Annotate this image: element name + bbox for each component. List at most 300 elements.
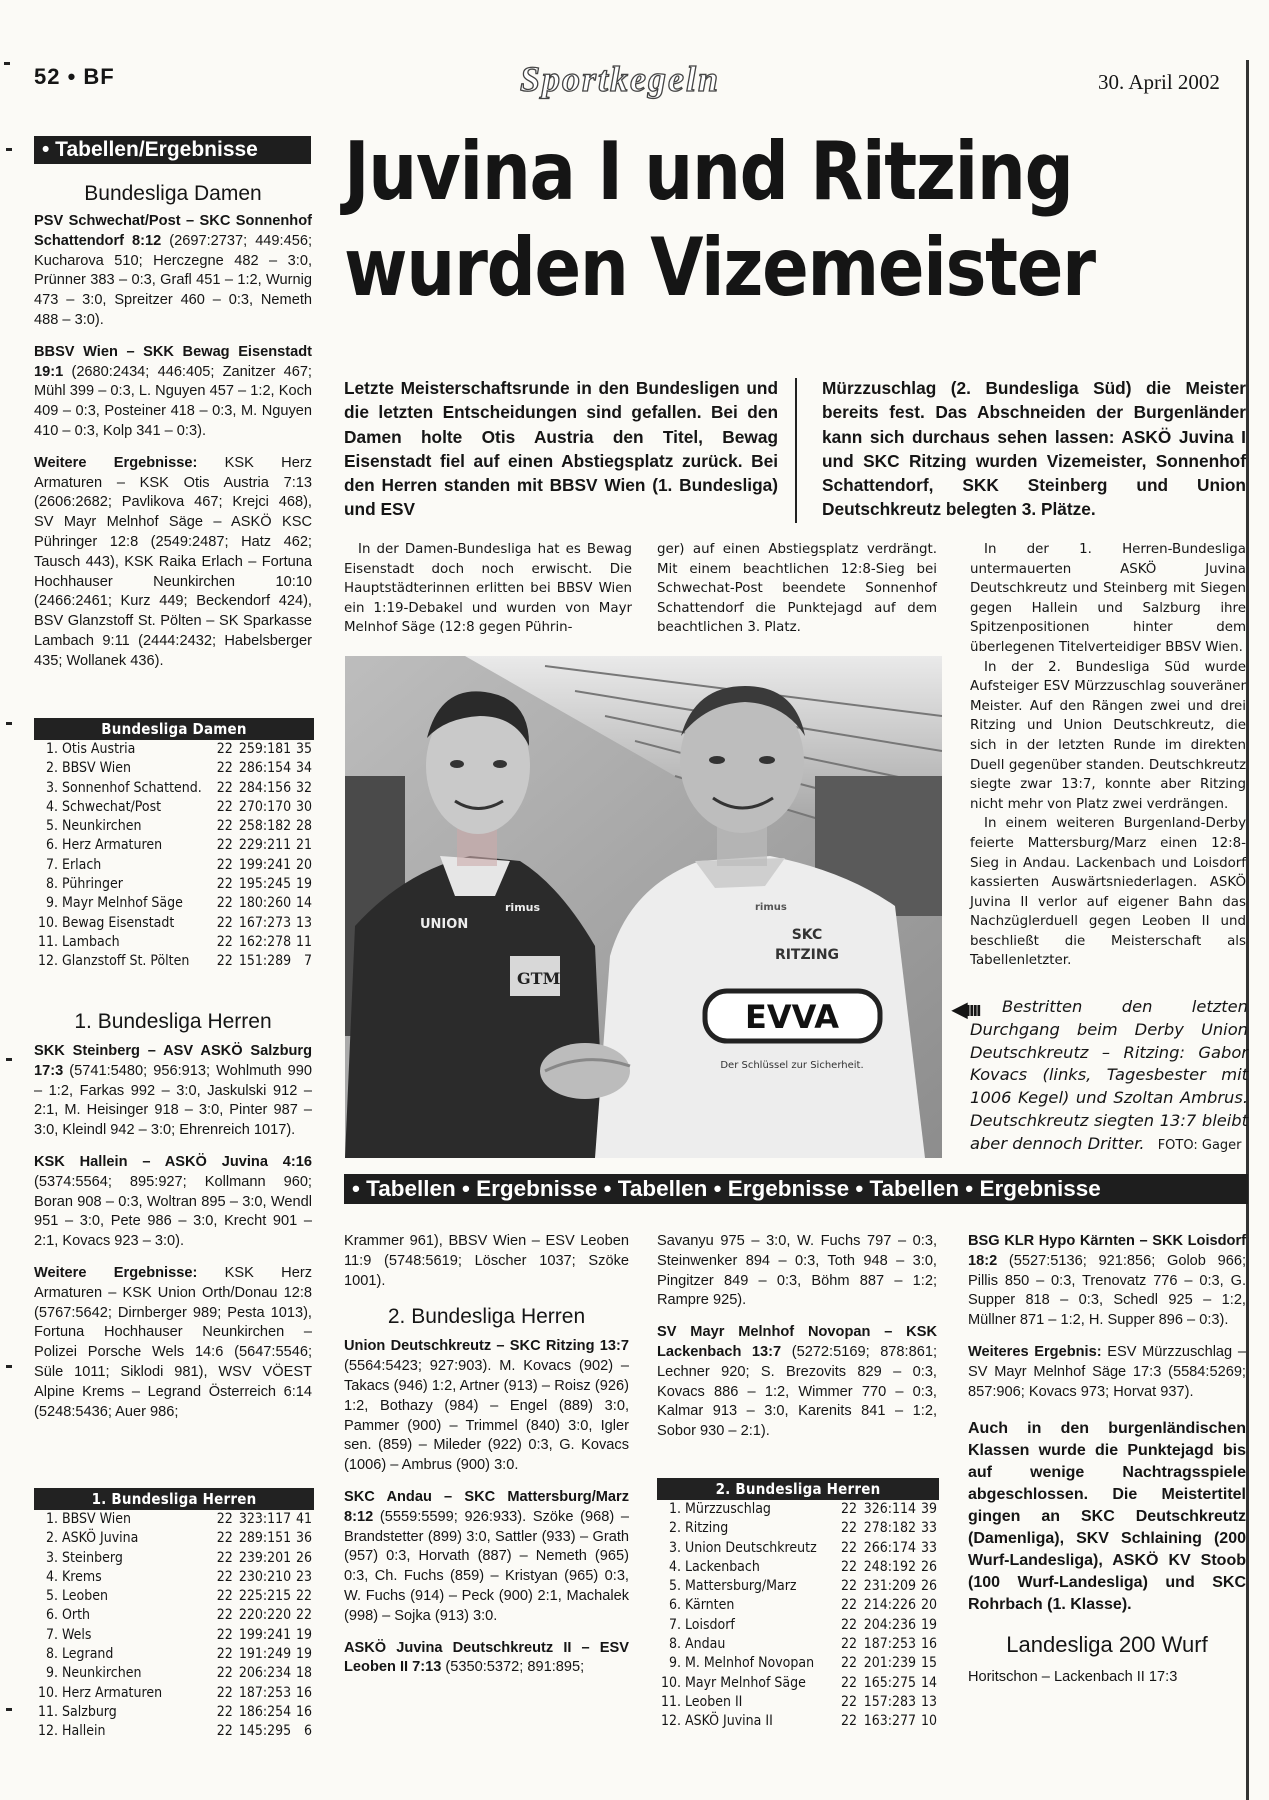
match-detail: (5564:5423; 927:903). M. Kovacs (902) – Takacs (946) 1:2, Artner (913) – Roisz (926) 1:2, Bothazy (984) – Engel (889) 3:0, Pammer (900) – Trimmel (840) 3:0, Igler sen. (859) – Mileder (922) 0:3, G. Kovacs (1006) – Ambrus (900) 3:0. — [344, 1358, 629, 1474]
rank-cell: 3. — [45, 779, 58, 796]
points-cell: 23 — [295, 1568, 312, 1585]
rank-cell: 11. — [37, 1703, 58, 1720]
table-row — [34, 1703, 314, 1722]
points-cell: 34 — [295, 760, 312, 777]
team-cell: Herz Armaturen — [62, 1684, 163, 1701]
games-cell: 22 — [216, 837, 233, 854]
team-cell: Mürzzuschlag — [685, 1501, 771, 1517]
table-row — [657, 1519, 939, 1538]
score-cell: 162:278 — [238, 933, 292, 950]
games-cell: 22 — [841, 1501, 858, 1517]
score-cell: 229:211 — [238, 837, 292, 854]
score-cell: 231:209 — [863, 1578, 917, 1595]
score-cell: 165:275 — [863, 1674, 917, 1691]
score-cell: 163:277 — [863, 1713, 917, 1730]
margin-mark — [6, 722, 12, 725]
games-cell: 22 — [216, 953, 233, 970]
rank-cell: 1. — [668, 1501, 681, 1517]
points-cell: 19 — [295, 1646, 312, 1663]
team-cell: Leoben II — [685, 1693, 743, 1710]
score-cell: 289:151 — [238, 1530, 292, 1547]
match-detail: (5527:5136; 921:856; Golob 966; Pillis 850 – 0:3, Trenovatz 776 – 0:3, G. Supper 818 – 0:3, Schedl 925 – 1:2, Müllner 871 – 1:2, H. Supper 896 – 0:3). — [968, 1252, 1246, 1329]
score-cell: 191:249 — [238, 1646, 292, 1663]
table-title: Bundesliga Damen — [34, 718, 314, 740]
rank-cell: 9. — [45, 1665, 58, 1682]
body-col-2: ger) auf einen Abstiegsplatz verdrängt. Mit einem beachtlichen 12:8-Sieg bei Schwechat-Post beendete Sonnenhof Schattendorf die Punktejagd auf dem beachtlichen 3. Platz. — [657, 542, 937, 636]
photo-credit: FOTO: Gager — [1157, 1137, 1242, 1153]
games-cell: 22 — [216, 760, 233, 777]
rank-cell: 11. — [37, 933, 58, 950]
rank-cell: 8. — [45, 876, 58, 893]
points-cell: 22 — [295, 1607, 312, 1624]
rank-cell: 2. — [668, 1520, 681, 1537]
score-cell: 204:236 — [863, 1616, 917, 1633]
match-detail: (2697:2737; 449:456; Kucharova 510; Herczegne 482 – 3:0, Prünner 383 – 0:3, Grafl 451 – 1:2, Wurnig 473 – 3:0, Spreitzer 460 – 0:3, Nemeth 488 – 3:0). — [34, 232, 312, 328]
table-row — [34, 836, 314, 855]
team-cell: Ritzing — [685, 1520, 729, 1537]
standings-table — [34, 1510, 314, 1742]
match-title: Weitere Ergebnisse: — [34, 454, 198, 471]
heading-2-bundesliga-herren: 2. Bundesliga Herren — [387, 1305, 586, 1329]
results-banner: • Tabellen • Ergebnisse • Tabellen • Ergebnisse • Tabellen • Ergebnisse — [344, 1174, 1248, 1204]
score-cell: 286:154 — [238, 760, 292, 777]
table-row — [34, 759, 314, 778]
games-cell: 22 — [841, 1597, 858, 1614]
table-row — [34, 1587, 314, 1606]
rank-cell: 10. — [660, 1674, 681, 1691]
score-cell: 258:182 — [238, 818, 292, 835]
shirt-text-skc: SKC — [791, 927, 823, 943]
points-cell: 26 — [295, 1549, 312, 1566]
points-cell: 10 — [920, 1713, 937, 1730]
result-paragraph — [34, 1264, 312, 1422]
standings-body — [657, 1500, 939, 1732]
score-cell: 326:114 — [863, 1501, 917, 1517]
games-cell: 22 — [216, 1549, 233, 1566]
team-cell: Hallein — [62, 1723, 106, 1740]
result-paragraph — [34, 212, 312, 331]
table-row — [34, 1722, 314, 1741]
match-title: Weiteres Ergebnis: — [968, 1343, 1102, 1360]
table-row — [657, 1654, 939, 1673]
points-cell: 36 — [295, 1530, 312, 1547]
rank-cell: 4. — [45, 798, 58, 815]
games-cell: 22 — [841, 1693, 858, 1710]
team-cell: Loisdorf — [685, 1616, 735, 1633]
score-cell: 248:192 — [863, 1558, 917, 1575]
rank-cell: 12. — [660, 1713, 681, 1730]
points-cell: 7 — [303, 953, 312, 970]
table-row — [657, 1674, 939, 1693]
result-paragraph — [34, 343, 312, 442]
result-paragraph: Horitschon – Lackenbach II 17:3 — [968, 1669, 1178, 1686]
rank-cell: 2. — [45, 760, 58, 777]
result-paragraph: Savanyu 975 – 3:0, W. Fuchs 797 – 0:3, Steinwenker 894 – 0:3, Toth 948 – 3:0, Pingitzer 849 – 0:3, Böhm 887 – 1:2; Rampre 925). — [657, 1233, 937, 1309]
rank-cell: 9. — [45, 895, 58, 912]
team-cell: Wels — [62, 1626, 92, 1643]
rank-cell: 4. — [668, 1558, 681, 1575]
margin-mark — [6, 1058, 12, 1061]
points-cell: 14 — [920, 1674, 937, 1691]
match-detail: KSK Herz Armaturen – KSK Otis Austria 7:13 (2606:2682; Pavlikova 467; Krejci 468), SV Mayr Melnhof Säge – ASKÖ KSC Pühringer 12:8 (2549:2487; Hatz 462; Tausch 443), KSK Raika Erlach – Fortuna Hochhauser Neunkirchen 10:10 (2466:2461; Kurz 449; Beckendorf 424), BSV Glanzstoff St. Pölten – SK Sparkasse Lambach 9:11 (2444:2432; Habelsberger 435; Wollanek 436). — [34, 454, 312, 669]
match-title: SKK Steinberg – ASV ASKÖ Salzburg 17:3 — [34, 1043, 312, 1079]
games-cell: 22 — [216, 741, 233, 757]
match-title: BSG KLR Hypo Kärnten – SKK Loisdorf 18:2 — [968, 1233, 1246, 1269]
table-row — [657, 1500, 939, 1519]
score-cell: 186:254 — [238, 1703, 292, 1720]
table-row — [34, 1529, 314, 1548]
points-cell: 19 — [920, 1616, 937, 1633]
match-title: BBSV Wien – SKK Bewag Eisenstadt 19:1 — [34, 343, 312, 380]
team-cell: BBSV Wien — [62, 760, 132, 777]
score-cell: 180:260 — [238, 895, 292, 912]
result-paragraph — [344, 1488, 629, 1627]
body-paragraph: In einem weiteren Burgenland-Derby feierte Mattersburg/Marz einen 12:8-Sieg in Andau. Lackenbach und Loisdorf kassierten Auswärtsniederlagen. ASKÖ Juvina II verlor auf eigener Bahn das Nachzüglerduell gegen Leoben II und beschließt die Meisterschaft als Tabellenletzter. — [970, 816, 1246, 969]
shirt-text-union: UNION — [420, 917, 469, 932]
score-cell: 201:239 — [863, 1655, 917, 1672]
points-cell: 26 — [920, 1578, 937, 1595]
score-cell: 225:215 — [238, 1588, 292, 1605]
match-detail: (5272:5169; 878:861; Lechner 920; S. Brezovits 829 – 0:3, Kovacs 886 – 1:2, Wimmer 770 – 0:3, Kalmar 913 – 3:0, Karenits 841 – 1:2, Sobor 930 – 2:1). — [657, 1343, 937, 1440]
games-cell: 22 — [841, 1558, 858, 1575]
points-cell: 39 — [920, 1501, 937, 1517]
table-row — [657, 1577, 939, 1596]
points-cell: 16 — [295, 1703, 312, 1720]
team-cell: Herz Armaturen — [62, 837, 163, 854]
team-cell: M. Melnhof Novopan — [685, 1655, 815, 1672]
body-paragraph: In der 1. Herren-Bundesliga untermauerten ASKÖ Juvina Deutschkreutz und Steinberg mit Siegen gegen Hallein und Salzburg ihre Spitzenpositionen hinter dem überlegenen Titelverteidiger BBSV Wien. — [970, 542, 1246, 655]
score-cell: 145:295 — [238, 1723, 292, 1740]
rank-cell: 8. — [45, 1646, 58, 1663]
result-paragraph — [344, 1337, 629, 1476]
table-row — [34, 740, 314, 759]
table-row — [657, 1539, 939, 1558]
standings-body — [34, 740, 314, 972]
team-cell: Pühringer — [62, 876, 123, 893]
games-cell: 22 — [216, 1703, 233, 1720]
team-cell: Steinberg — [62, 1549, 123, 1566]
points-cell: 28 — [295, 818, 312, 835]
score-cell: 199:241 — [238, 1626, 292, 1643]
table-row — [34, 1568, 314, 1587]
games-cell: 22 — [216, 856, 233, 873]
summary-paragraph: Auch in den burgenländischen Klassen wurde die Punktejagd bis auf wenige Nachtragsspiele abgeschlossen. Die Meistertitel gingen an SKC Deutschkreutz (Damenliga), SKV Schlaining (200 Wurf-Landesliga), ASKÖ KV Stoob (100 Wurf-Landesliga) und SKC Rohrbach (1. Klasse). — [968, 1420, 1246, 1614]
headline — [344, 124, 1121, 316]
points-cell: 35 — [295, 741, 312, 757]
rank-cell: 3. — [668, 1539, 681, 1556]
table-row — [657, 1693, 939, 1712]
points-cell: 18 — [295, 1665, 312, 1682]
points-cell: 13 — [295, 914, 312, 931]
team-cell: Neunkirchen — [62, 818, 142, 835]
score-cell: 259:181 — [238, 741, 292, 757]
standings-herren2 — [657, 1478, 939, 1732]
table-row — [657, 1712, 939, 1731]
table-row — [657, 1596, 939, 1615]
table-row — [34, 779, 314, 798]
points-cell: 6 — [303, 1723, 312, 1740]
team-cell: Leoben — [62, 1588, 108, 1605]
table-row — [34, 952, 314, 971]
match-detail: (5350:5372; 891:895; — [445, 1659, 585, 1676]
lower-col-2 — [657, 1232, 937, 1442]
games-cell: 22 — [841, 1674, 858, 1691]
games-cell: 22 — [841, 1655, 858, 1672]
margin-mark — [4, 62, 10, 65]
rank-cell: 10. — [37, 1684, 58, 1701]
match-title: ASKÖ Juvina Deutschkreutz II – ESV Leoben II 7:13 — [344, 1639, 629, 1676]
table-row — [34, 817, 314, 836]
team-cell: ASKÖ Juvina — [62, 1530, 139, 1547]
score-cell: 167:273 — [238, 914, 292, 931]
margin-mark — [6, 1365, 12, 1368]
sidebar-column-2 — [34, 1010, 312, 1422]
team-cell: Legrand — [62, 1646, 114, 1663]
games-cell: 22 — [216, 914, 233, 931]
games-cell: 22 — [216, 1684, 233, 1701]
match-title: Union Deutschkreutz – SKC Ritzing 13:7 — [344, 1338, 629, 1355]
games-cell: 22 — [216, 876, 233, 893]
rank-cell: 7. — [668, 1616, 681, 1633]
points-cell: 33 — [920, 1539, 937, 1556]
points-cell: 14 — [295, 895, 312, 912]
page-number: 52 • BF — [34, 64, 115, 89]
team-cell: Andau — [685, 1636, 726, 1653]
score-cell: 323:117 — [238, 1511, 292, 1527]
rank-cell: 3. — [45, 1549, 58, 1566]
rank-cell: 10. — [37, 914, 58, 931]
team-cell: Bewag Eisenstadt — [62, 914, 175, 931]
rank-cell: 5. — [45, 1588, 58, 1605]
heading-landesliga: Landesliga 200 Wurf — [1006, 1632, 1208, 1658]
score-cell: 214:226 — [863, 1597, 917, 1614]
score-cell: 220:220 — [238, 1607, 292, 1624]
rank-cell: 12. — [37, 1723, 58, 1740]
games-cell: 22 — [216, 1607, 233, 1624]
shirt-text-evva: EVVA — [745, 998, 839, 1036]
games-cell: 22 — [841, 1636, 858, 1653]
result-paragraph: Krammer 961), BBSV Wien – ESV Leoben 11:9 (5748:5619; Löscher 1037; Szöke 1001). — [344, 1233, 629, 1289]
shirt-text-ritzing: RITZING — [774, 947, 840, 963]
score-cell: 239:201 — [238, 1549, 292, 1566]
table-row — [34, 933, 314, 952]
result-paragraph — [968, 1232, 1246, 1331]
games-cell: 22 — [216, 1588, 233, 1605]
games-cell: 22 — [216, 818, 233, 835]
points-cell: 15 — [920, 1655, 937, 1672]
team-cell: ASKÖ Juvina II — [685, 1713, 773, 1730]
table-row — [657, 1616, 939, 1635]
table-row — [34, 1549, 314, 1568]
points-cell: 16 — [295, 1684, 312, 1701]
photo-caption — [970, 996, 1248, 1158]
games-cell: 22 — [841, 1520, 858, 1537]
games-cell: 22 — [216, 798, 233, 815]
result-paragraph — [344, 1639, 629, 1679]
score-cell: 157:283 — [863, 1693, 917, 1710]
score-cell: 266:174 — [863, 1539, 917, 1556]
table-row — [34, 1510, 314, 1529]
points-cell: 20 — [920, 1597, 937, 1614]
score-cell: 195:245 — [238, 876, 292, 893]
score-cell: 284:156 — [238, 779, 292, 796]
games-cell: 22 — [841, 1539, 858, 1556]
match-detail: (5559:5599; 926:933). Szöke (968) – Brandstetter (899) 3:0, Sattler (933) – Grath (957) 0:3, Horvath (887) – Nemeth (965) 0:3, Ch. Fuchs (859) – Kristyan (965) 0:3, W. Fuchs (914) – Peck (900) 2:1, Machalek (998) – Sojka (913) 3:0. — [344, 1508, 630, 1624]
games-cell: 22 — [216, 1568, 233, 1585]
headline-line-1: Juvina I und Ritzing — [344, 125, 1073, 218]
section-tag: • Tabellen/Ergebnisse — [34, 136, 311, 164]
table-row — [34, 856, 314, 875]
table-row — [34, 914, 314, 933]
rank-cell: 2. — [45, 1530, 58, 1547]
lower-col-3 — [968, 1232, 1246, 1688]
caption-text: Bestritten den letzten Durchgang beim Derby Union Deutschkreutz – Ritzing: Gabor Kovacs (links, Tagesbester mit 1006 Kegel) und Szoltan Ambrus. Deutschkreutz siegten 13:7 bleibt aber dennoch Dritter. — [970, 997, 1248, 1153]
score-cell: 230:210 — [238, 1568, 292, 1585]
points-cell: 11 — [295, 933, 312, 950]
margin-mark — [6, 1708, 12, 1711]
points-cell: 26 — [920, 1558, 937, 1575]
team-cell: Kärnten — [685, 1597, 735, 1614]
table-row — [34, 798, 314, 817]
games-cell: 22 — [216, 1511, 233, 1527]
lead-col-2: Mürzzuschlag (2. Bundesliga Süd) die Meister bereits fest. Das Abschneiden der Burgenländer kann sich durchaus sehen lassen: ASKÖ Juvina I und SKC Ritzing wurden Vizemeister, Sonnenhof Schattendorf, SKK Steinberg und Union Deutschkreutz belegten 3. Plätze. — [822, 378, 1246, 520]
table-row — [34, 894, 314, 913]
games-cell: 22 — [216, 895, 233, 912]
games-cell: 22 — [841, 1713, 858, 1730]
match-detail: ESV Mürzzuschlag – SV Mayr Melnhof Säge 17:3 (5584:5269; 857:906; Kovacs 973; Horvat 937). — [968, 1343, 1246, 1400]
margin-mark — [6, 148, 12, 151]
points-cell: 32 — [295, 779, 312, 796]
table-row — [657, 1635, 939, 1654]
score-cell: 199:241 — [238, 856, 292, 873]
rank-cell: 7. — [45, 856, 58, 873]
table-row — [34, 875, 314, 894]
shirt-text-rimus: rimus — [505, 901, 541, 914]
standings-damen — [34, 718, 314, 972]
rank-cell: 6. — [45, 837, 58, 854]
shirt-text-slogan: Der Schlüssel zur Sicherheit. — [720, 1060, 864, 1071]
photo-illustration — [345, 656, 942, 1158]
team-cell: Mayr Melnhof Säge — [685, 1674, 806, 1691]
table-title: 1. Bundesliga Herren — [34, 1488, 314, 1510]
lower-col-1 — [344, 1232, 629, 1678]
games-cell: 22 — [216, 1626, 233, 1643]
result-paragraph — [657, 1323, 937, 1442]
match-detail: KSK Herz Armaturen – KSK Union Orth/Donau 12:8 (5767:5642; Dirnberger 989; Pesta 1013), Fortuna Hochhauser Neunkirchen – Polizei Porsche Wels 14:6 (5647:5546; Süle 1011; Siklodi 981), WSV VÖEST Alpine Krems – Legrand Österreich 6:14 (5248:5436; Auer 986; — [34, 1264, 312, 1420]
rank-cell: 12. — [37, 953, 58, 970]
games-cell: 22 — [216, 1665, 233, 1682]
match-title: SV Mayr Melnhof Novopan – KSK Lackenbach 13:7 — [657, 1324, 937, 1360]
games-cell: 22 — [216, 1646, 233, 1663]
rank-cell: 1. — [45, 741, 58, 757]
table-row — [657, 1558, 939, 1577]
sidebar-column — [34, 182, 312, 672]
team-cell: Neunkirchen — [62, 1665, 142, 1682]
points-cell: 20 — [295, 856, 312, 873]
team-cell: Krems — [62, 1568, 102, 1585]
lead-divider — [795, 378, 797, 523]
rank-cell: 6. — [668, 1597, 681, 1614]
team-cell: Sonnenhof Schattend. — [62, 779, 202, 796]
team-cell: Orth — [62, 1607, 91, 1624]
rank-cell: 8. — [668, 1636, 681, 1653]
team-cell: Lambach — [62, 933, 120, 950]
points-cell: 16 — [920, 1636, 937, 1653]
team-cell: Glanzstoff St. Pölten — [62, 953, 190, 970]
rank-cell: 5. — [45, 818, 58, 835]
points-cell: 19 — [295, 1626, 312, 1643]
points-cell: 21 — [295, 837, 312, 854]
team-cell: Salzburg — [62, 1703, 117, 1720]
shirt-text-rimus-right: rimus — [755, 902, 787, 913]
team-cell: Erlach — [62, 856, 102, 873]
team-cell: Union Deutschkreutz — [685, 1539, 817, 1556]
rank-cell: 11. — [660, 1693, 681, 1710]
body-paragraph: In der 2. Bundesliga Süd wurde Aufsteiger ESV Mürzzuschlag souveräner Meister. Auf den Rängen zwei und drei Ritzing und Union Deutschkreutz, die sich in der letzten Runde im direkten Duell gegenüber standen. Deutschkreutz siegte zwar 13:7, konnte aber Ritzing nicht mehr von Platz zwei verdrängen. — [970, 659, 1246, 812]
team-cell: Lackenbach — [685, 1558, 760, 1575]
score-cell: 206:234 — [238, 1665, 292, 1682]
rank-cell: 4. — [45, 1568, 58, 1585]
result-paragraph — [34, 1153, 312, 1252]
match-title: SKC Andau – SKC Mattersburg/Marz 8:12 — [344, 1488, 629, 1525]
points-cell: 30 — [295, 798, 312, 815]
rank-cell: 6. — [45, 1607, 58, 1624]
points-cell: 33 — [920, 1520, 937, 1537]
table-row — [34, 1626, 314, 1645]
score-cell: 270:170 — [238, 798, 292, 815]
match-detail: (2680:2434; 446:405; Zanitzer 467; Mühl 399 – 0:3, L. Nguyen 457 – 1:2, Koch 409 – 0:3, Posteiner 418 – 0:3, M. Nguyen 410 – 0:3, Kolp 341 – 0:3). — [34, 363, 312, 439]
match-title: PSV Schwechat/Post – SKC Sonnenhof Schattendorf 8:12 — [34, 213, 312, 249]
shirt-text-gtm: GTM — [517, 969, 561, 988]
score-cell: 187:253 — [863, 1636, 917, 1653]
headline-line-2: wurden Vizemeister — [344, 221, 1095, 314]
points-cell: 41 — [295, 1511, 312, 1527]
games-cell: 22 — [216, 933, 233, 950]
photo — [345, 656, 942, 1158]
page-edge — [1246, 60, 1249, 1800]
body-col-3 — [970, 540, 1246, 971]
result-paragraph — [968, 1343, 1246, 1402]
games-cell: 22 — [841, 1616, 858, 1633]
match-detail: (5741:5480; 956:913; Wohlmuth 990 – 1:2, Farkas 992 – 3:0, Jaskulski 912 – 2:1, M. Heisinger 918 – 3:0, Pinter 987 – 3:0, Kleindl 942 – 3:0; Ehrenreich 1017). — [34, 1062, 312, 1139]
team-cell: Otis Austria — [62, 741, 136, 757]
team-cell: Schwechat/Post — [62, 798, 162, 815]
table-row — [34, 1684, 314, 1703]
score-cell: 151:289 — [238, 953, 292, 970]
result-paragraph — [34, 454, 312, 672]
match-title: KSK Hallein – ASKÖ Juvina 4:16 — [34, 1153, 312, 1170]
games-cell: 22 — [216, 1530, 233, 1547]
match-detail: (5374:5564; 895:927; Kollmann 960; Boran 908 – 0:3, Woltran 895 – 3:0, Wendl 951 – 3:0, Pete 986 – 3:0, Krecht 901 – 2:1, Kovacs 923 – 3:0). — [34, 1173, 312, 1250]
score-cell: 187:253 — [238, 1684, 292, 1701]
rank-cell: 5. — [668, 1578, 681, 1595]
rank-cell: 1. — [45, 1511, 58, 1527]
points-cell: 13 — [920, 1693, 937, 1710]
table-row — [34, 1645, 314, 1664]
issue-date: 30. April 2002 — [1098, 70, 1220, 94]
table-title: 2. Bundesliga Herren — [657, 1478, 939, 1500]
points-cell: 22 — [295, 1588, 312, 1605]
caption-arrow-icon: ◀ıııı — [952, 999, 980, 1021]
team-cell: BBSV Wien — [62, 1511, 132, 1527]
team-cell: Mayr Melnhof Säge — [62, 895, 183, 912]
match-title: Weitere Ergebnisse: — [34, 1264, 198, 1281]
result-paragraph — [34, 1042, 312, 1141]
lead-col-1: Letzte Meisterschaftsrunde in den Bundesligen und die letzten Entscheidungen sind gefallen. Bei den Damen holte Otis Austria den Titel, Bewag Eisenstadt fiel auf einen Abstiegsplatz zurück. Bei den Herren standen mit BBSV Wien (1. Bundesliga) und ESV — [344, 378, 778, 520]
rank-cell: 9. — [668, 1655, 681, 1672]
heading-bundesliga-damen: Bundesliga Damen — [84, 182, 262, 205]
games-cell: 22 — [216, 1723, 233, 1740]
